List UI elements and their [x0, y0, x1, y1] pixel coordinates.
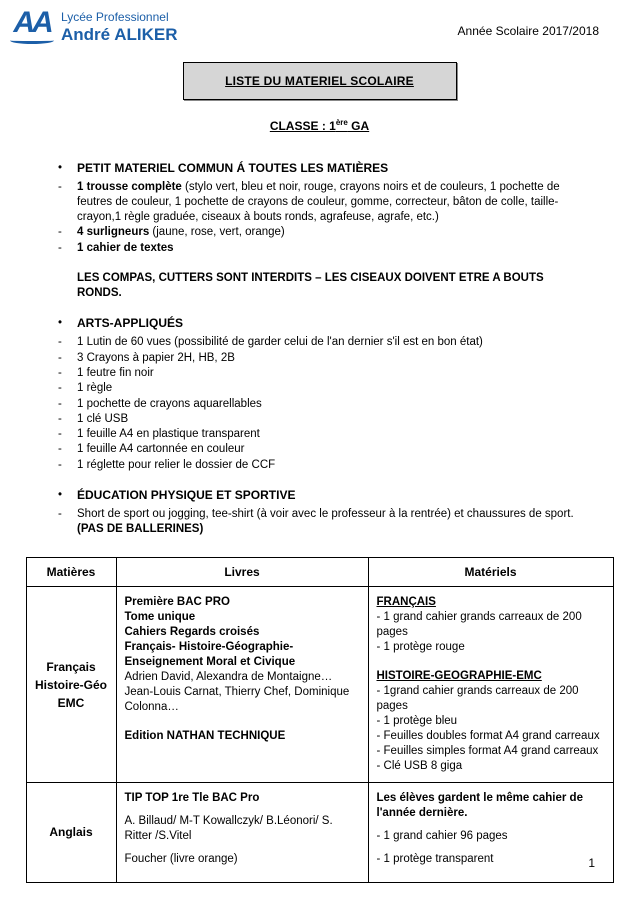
- spacer: [125, 715, 360, 729]
- book-authors-line: A. Billaud/ M-T Kowallczyk/ B.Léonori/ S. Ritter /S.Vitel: [124, 814, 333, 842]
- list-item-text: 1 réglette pour relier le dossier de CCF: [77, 458, 276, 471]
- book-title-line: Français- Histoire-Géographie-Enseignement Moral et Civique: [124, 641, 296, 669]
- list-item-text: 1 pochette de crayons aquarellables: [77, 397, 262, 410]
- book-authors-line: Adrien David, Alexandra de Montaigne…: [124, 671, 333, 684]
- logo-swoosh-icon: [10, 37, 54, 44]
- dash-icon: -: [58, 507, 62, 520]
- dash-icon: -: [58, 397, 62, 410]
- book-title-line: TIP TOP 1re Tle BAC Pro: [124, 791, 260, 804]
- spacer: [125, 844, 360, 852]
- item-bold: 1 trousse complète: [77, 180, 182, 193]
- cell-livres: [116, 587, 368, 782]
- table-header-row: [26, 558, 613, 587]
- list-item-text: 1 clé USB: [77, 412, 129, 425]
- col-header-livres: Livres: [116, 558, 368, 587]
- list-item: [58, 397, 597, 412]
- materiel-line: - 1 protège transparent: [376, 852, 494, 865]
- logo-initials: AA: [13, 6, 51, 39]
- spacer: [125, 806, 360, 814]
- spacer: [377, 821, 605, 829]
- logo-text: [61, 8, 178, 45]
- materiel-line: - 1 grand cahier grands carreaux de 200 pages: [376, 611, 582, 639]
- list-item-text: 1 règle: [77, 382, 113, 395]
- col-header-matieres: Matières: [26, 558, 116, 587]
- warning-text: LES COMPAS, CUTTERS SONT INTERDITS – LES CISEAUX DOIVENT ETRE A BOUTS RONDS.: [77, 271, 544, 300]
- item-bold: (PAS DE BALLERINES): [77, 523, 204, 536]
- dash-icon: -: [58, 226, 62, 239]
- section-petit-materiel: [58, 161, 597, 302]
- section-heading: ÉDUCATION PHYSIQUE ET SPORTIVE: [77, 487, 296, 502]
- matiere-line: Anglais: [49, 825, 93, 840]
- dash-icon: -: [58, 382, 62, 395]
- list-item-text: 1 feuille A4 en plastique transparent: [77, 428, 260, 441]
- list-item: [58, 507, 597, 538]
- cell-livres: [116, 782, 368, 882]
- dash-icon: -: [58, 336, 62, 349]
- table-row-anglais: [26, 782, 613, 882]
- list-item-text: [77, 225, 597, 240]
- spacer: [377, 655, 605, 669]
- logo-school-type: Lycée Professionnel: [61, 10, 169, 24]
- section-heading: PETIT MATERIEL COMMUN Á TOUTES LES MATIÈRES: [77, 160, 389, 175]
- book-edition-line: Edition NATHAN TECHNIQUE: [124, 729, 286, 742]
- section-heading-row: [58, 316, 597, 332]
- materials-table: [26, 557, 614, 882]
- list-item-text: 1 feutre fin noir: [77, 366, 154, 379]
- cell-matiere: [26, 782, 116, 882]
- classe-rest: GA: [347, 118, 370, 133]
- section-heading-row: [58, 161, 597, 177]
- matiere-line: Français: [46, 659, 96, 674]
- list-item: [58, 335, 597, 350]
- section-heading: ARTS-APPLIQUÉS: [77, 316, 184, 331]
- table-row-francais: [26, 587, 613, 782]
- dash-icon: -: [58, 428, 62, 441]
- logo-aa-icon: [10, 8, 54, 44]
- list-item: [58, 427, 597, 442]
- document-title-box: [183, 62, 457, 100]
- book-title-line: Première BAC PRO: [124, 596, 230, 609]
- list-item-text: [77, 507, 597, 538]
- document-title: LISTE DU MATERIEL SCOLAIRE: [225, 73, 414, 88]
- item-bold: 1 cahier de textes: [77, 241, 174, 254]
- dash-icon: -: [58, 412, 62, 425]
- school-year: Année Scolaire 2017/2018: [457, 24, 599, 38]
- materiel-line: - 1 protège bleu: [376, 715, 458, 728]
- section-arts-appliques: [58, 316, 597, 472]
- item-rest: (stylo vert, bleu et noir, rouge, crayons noirs et de couleurs, 1 pochette de feutres de couleur, 1 pochette de crayons de couleur, gomme, correcteur, bâton de colle, taille-crayon,1 règle graduée, ciseaux à bouts ronds, agrafeuse, agrafe, etc.): [77, 180, 560, 224]
- bullet-icon: •: [58, 161, 63, 174]
- materiel-line: - Clé USB 8 giga: [376, 759, 463, 772]
- matiere-line: Histoire-Géo: [34, 677, 107, 692]
- page-header: [0, 0, 639, 45]
- materiel-section-title: HISTOIRE-GEOGRAPHIE-EMC: [376, 670, 542, 683]
- item-bold: 4 surligneurs: [77, 226, 150, 239]
- cell-materiels: [368, 782, 613, 882]
- bullet-icon: •: [58, 317, 63, 330]
- dash-icon: -: [58, 366, 62, 379]
- list-item-text: 1 Lutin de 60 vues (possibilité de garder celui de l'an dernier s'il est en bon état): [77, 336, 483, 349]
- list-item-text: [77, 241, 597, 256]
- list-item: [58, 241, 597, 256]
- dash-icon: -: [58, 351, 62, 364]
- cell-matiere: [26, 587, 116, 782]
- list-item: [58, 381, 597, 396]
- school-logo: [10, 8, 178, 45]
- book-authors-line: Jean-Louis Carnat, Thierry Chef, Dominique Colonna…: [124, 686, 350, 714]
- section-eps: [58, 488, 597, 538]
- list-item-text: [77, 180, 597, 226]
- dash-icon: -: [58, 443, 62, 456]
- dash-icon: -: [58, 241, 62, 254]
- list-item: [58, 180, 597, 226]
- list-item: [58, 412, 597, 427]
- dash-icon: -: [58, 180, 62, 193]
- list-item: [58, 458, 597, 473]
- logo-school-name: André ALIKER: [61, 25, 178, 44]
- materiel-line: - 1 protège rouge: [376, 641, 465, 654]
- list-item: [58, 366, 597, 381]
- col-header-materiels: Matériels: [368, 558, 613, 587]
- list-item: [58, 442, 597, 457]
- item-rest: Short de sport ou jogging, tee-shirt (à voir avec le professeur à la rentrée) et chaussures de sport.: [77, 507, 574, 520]
- classe-superscript: ère: [335, 117, 348, 127]
- classe-line: [0, 117, 639, 135]
- page-number: 1: [588, 856, 595, 870]
- materiel-section-title: FRANÇAIS: [376, 596, 436, 609]
- cell-materiels: [368, 587, 613, 782]
- bullet-icon: •: [58, 488, 63, 501]
- document-body: [0, 135, 639, 538]
- list-item-text: 3 Crayons à papier 2H, HB, 2B: [77, 351, 235, 364]
- spacer: [377, 844, 605, 852]
- section-heading-row: [58, 488, 597, 504]
- matiere-line: EMC: [57, 695, 85, 710]
- materiel-line: - Feuilles doubles format A4 grand carreaux: [376, 729, 600, 742]
- book-publisher-line: Foucher (livre orange): [124, 852, 238, 865]
- book-title-line: Cahiers Regards croisés: [124, 626, 260, 639]
- materiel-line: - 1 grand cahier 96 pages: [376, 829, 508, 842]
- book-title-line: Tome unique: [124, 611, 196, 624]
- item-rest: (jaune, rose, vert, orange): [149, 226, 285, 239]
- materiel-line: - 1grand cahier grands carreaux de 200 pages: [376, 685, 579, 713]
- dash-icon: -: [58, 458, 62, 471]
- classe-label: CLASSE : 1: [269, 118, 336, 133]
- classe-text: [270, 119, 369, 133]
- list-item: [58, 351, 597, 366]
- materiel-line: - Feuilles simples format A4 grand carreaux: [376, 744, 599, 757]
- list-item: [58, 225, 597, 240]
- list-item-text: 1 feuille A4 cartonnée en couleur: [77, 443, 245, 456]
- materiel-note: Les élèves gardent le même cahier de l'année dernière.: [376, 791, 583, 819]
